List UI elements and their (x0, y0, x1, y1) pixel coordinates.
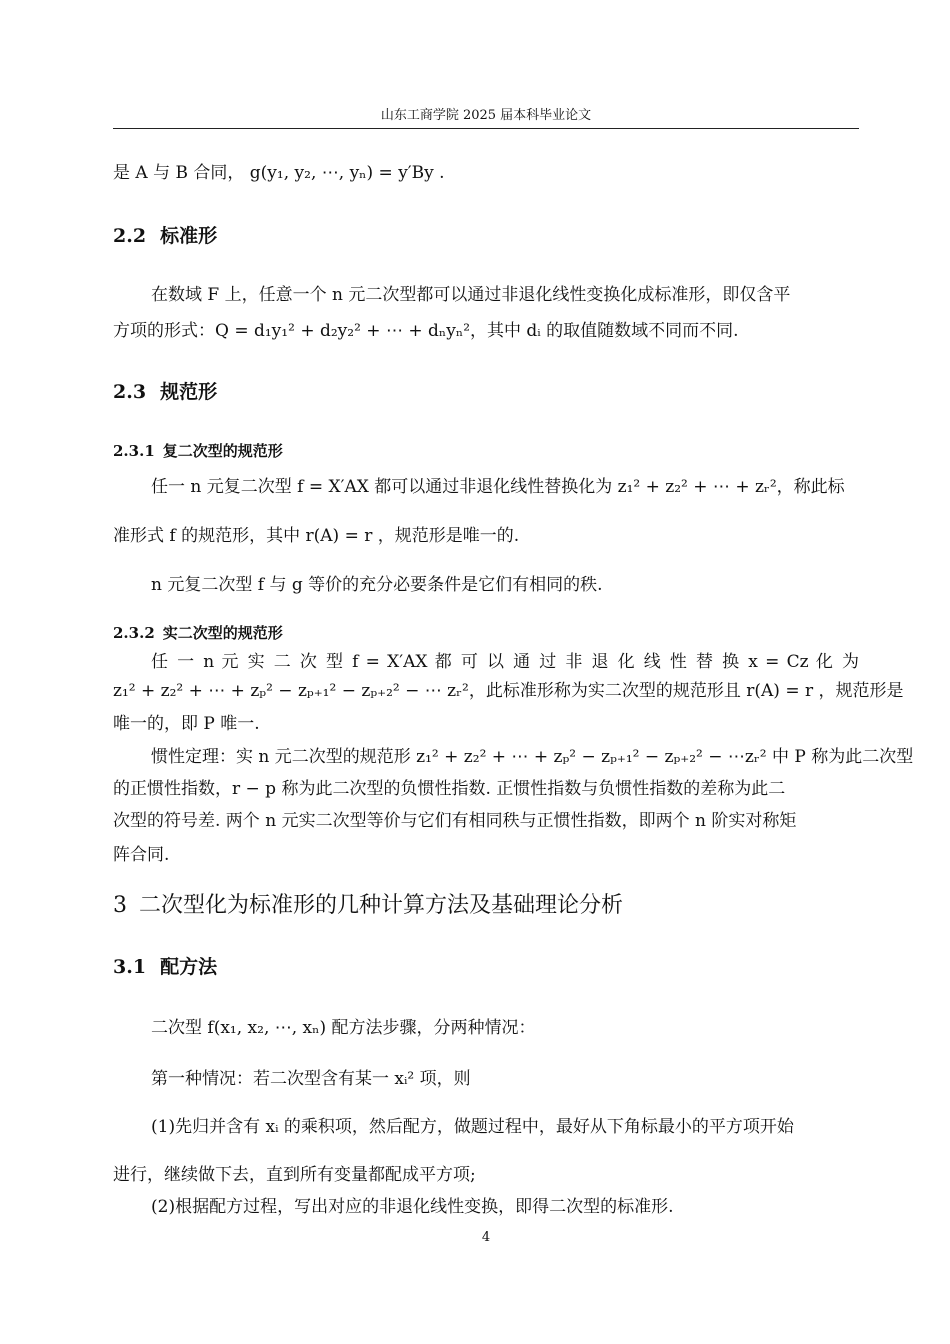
paragraph-line: 任一 n 元复二次型 f = X′AX 都可以通过非退化线性替换化为 z₁² + z₂² + ⋯ + zᵣ²，称此标 (151, 477, 845, 497)
paragraph-line: 阵合同. (113, 845, 170, 865)
heading-number: 2.2 (113, 225, 147, 247)
paragraph-line: (2)根据配方过程，写出对应的非退化线性变换，即得二次型的标准形. (151, 1197, 674, 1217)
heading-number: 3 (113, 893, 127, 918)
paragraph-line: 进行，继续做下去，直到所有变量都配成平方项; (113, 1165, 476, 1185)
paragraph-line: 任 一 n 元 实 二 次 型 f = X′AX 都 可 以 通 过 非 退 化 线 性 替 换 x = Cz 化 为 (151, 652, 859, 672)
heading-title: 规范形 (160, 381, 218, 403)
heading-2-3-1 (113, 440, 859, 462)
header-rule (113, 128, 859, 129)
paragraph-line: z₁² + z₂² + ⋯ + zₚ² − zₚ₊₁² − zₚ₊₂² − ⋯ zᵣ²，此标准形称为实二次型的规范形且 r(A) = r ，规范形是 (113, 681, 904, 701)
paragraph-line: n 元复二次型 f 与 g 等价的充分必要条件是它们有相同的秩. (151, 575, 603, 595)
heading-2-3-2 (113, 622, 859, 644)
paragraph-line: 准形式 f 的规范形，其中 r(A) = r ，规范形是唯一的. (113, 526, 520, 546)
paragraph-line: 方项的形式：Q = d₁y₁² + d₂y₂² + ⋯ + dₙyₙ²，其中 dᵢ 的取值随数域不同而不同. (113, 321, 739, 341)
heading-2-2 (113, 225, 859, 247)
heading-number: 2.3.1 (113, 442, 155, 460)
heading-number: 3.1 (113, 956, 147, 978)
heading-title: 复二次型的规范形 (162, 442, 283, 460)
paragraph-line: 的正惯性指数，r − p 称为此二次型的负惯性指数. 正惯性指数与负惯性指数的差称为此二 (113, 779, 786, 799)
page-number: 4 (481, 1230, 491, 1245)
paragraph-line: 次型的符号差. 两个 n 元实二次型等价与它们有相同秩与正惯性指数，即两个 n 阶实对称矩 (113, 811, 797, 831)
heading-number: 2.3 (113, 381, 147, 403)
heading-title: 实二次型的规范形 (162, 624, 283, 642)
paragraph-line: 是 A 与 B 合同， g(y₁, y₂, ⋯, yₙ) = y′By . (113, 163, 445, 183)
heading-title: 配方法 (160, 956, 218, 978)
paragraph-line: (1)先归并含有 xᵢ 的乘积项，然后配方，做题过程中，最好从下角标最小的平方项开始 (151, 1117, 794, 1137)
paragraph-line: 惯性定理：实 n 元二次型的规范形 z₁² + z₂² + ⋯ + zₚ² − zₚ₊₁² − zₚ₊₂² − ⋯zᵣ² 中 P 称为此二次型 (151, 747, 914, 767)
heading-number: 2.3.2 (113, 624, 155, 642)
heading-title: 二次型化为标准形的几种计算方法及基础理论分析 (139, 893, 624, 918)
paragraph-line: 唯一的，即 P 唯一. (113, 714, 260, 734)
paragraph-line: 在数域 F 上，任意一个 n 元二次型都可以通过非退化线性变换化成标准形，即仅含平 (151, 285, 791, 305)
paragraph-line: 二次型 f(x₁, x₂, ⋯, xₙ) 配方法步骤，分两种情况： (151, 1018, 536, 1038)
heading-title: 标准形 (160, 225, 218, 247)
paragraph-line: 第一种情况：若二次型含有某一 xᵢ² 项，则 (151, 1069, 471, 1089)
heading-2-3 (113, 381, 859, 403)
heading-3-1 (113, 956, 859, 978)
running-header: 山东工商学院 2025 届本科毕业论文 (380, 108, 592, 123)
heading-3 (113, 895, 859, 917)
